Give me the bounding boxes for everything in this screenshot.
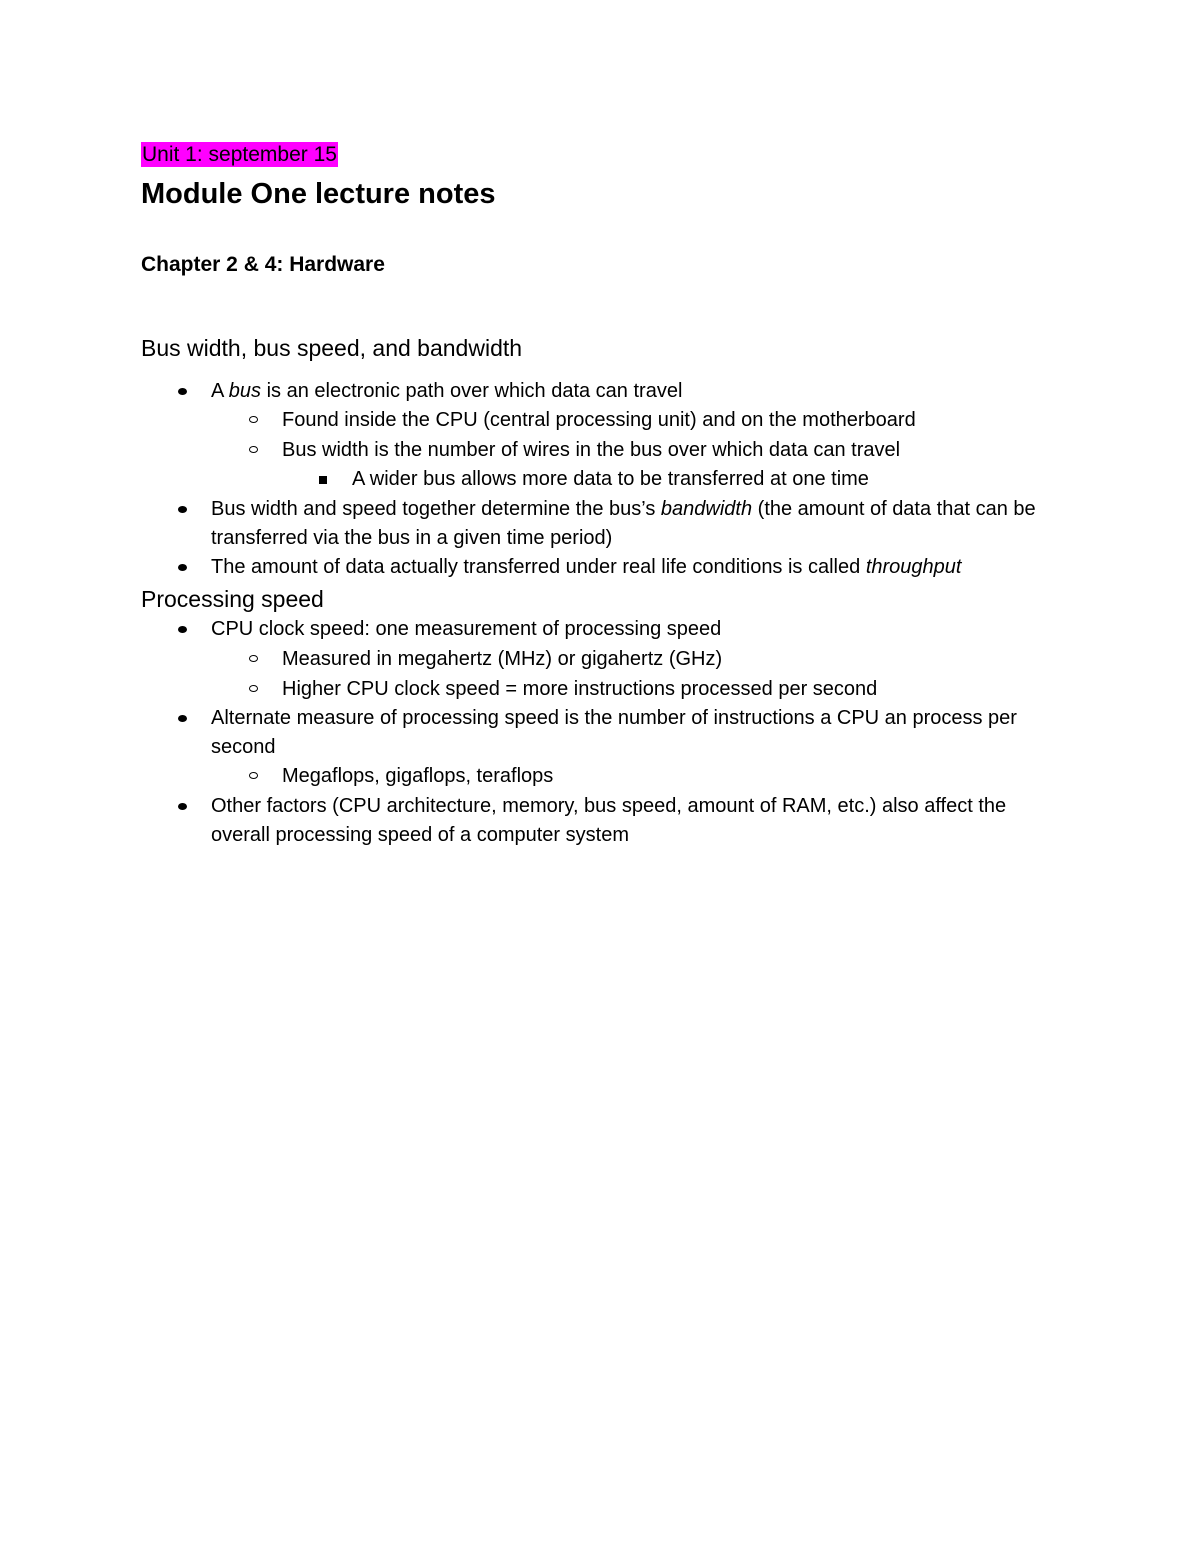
list-item-text: Bus width is the number of wires in the bus over which data can travel (282, 439, 901, 461)
list-item (282, 762, 1062, 791)
list-item (211, 792, 1061, 850)
list-item-text: Found inside the CPU (central processing unit) and on the motherboard (282, 409, 916, 431)
unit-date-label: Unit 1: september 15 (142, 143, 337, 166)
section-heading-bus: Bus width, bus speed, and bandwidth (141, 335, 523, 361)
list-item-text: CPU clock speed: one measurement of processing speed (211, 618, 722, 640)
bullet-disc-icon (178, 564, 187, 571)
bullet-circle-icon (249, 685, 258, 692)
bullet-circle-icon (249, 446, 258, 453)
list-item-text: (the amount of data that can be transferred via the bus in a given time period) (211, 498, 1036, 549)
list-item-text: Bus width and speed together determine the bus’s (211, 498, 661, 520)
list-item (282, 436, 1062, 465)
bullet-circle-icon (249, 416, 258, 423)
term-bandwidth: bandwidth (660, 498, 753, 520)
list-item-text: Megaflops, gigaflops, teraflops (282, 765, 554, 787)
list-item-text: The amount of data actually transferred under real life conditions is called (211, 556, 866, 578)
list-item (211, 377, 1061, 406)
list-item-text: Other factors (CPU architecture, memory, bus speed, amount of RAM, etc.) also affect the overall processing speed of a computer system (211, 795, 1007, 846)
list-item (282, 645, 1062, 674)
list-item-text: is an electronic path over which data can travel (261, 380, 683, 402)
bullet-circle-icon (249, 772, 258, 779)
section-heading-processing: Processing speed (141, 586, 324, 612)
bullet-circle-icon (249, 655, 258, 662)
list-item (282, 406, 1062, 435)
bullet-disc-icon (178, 626, 187, 633)
list-item (211, 704, 1061, 762)
term-bus: bus (228, 380, 262, 402)
list-item-text: Measured in megahertz (MHz) or gigahertz (GHz) (282, 648, 723, 670)
document-title: Module One lecture notes (141, 178, 496, 210)
list-item (211, 553, 1061, 582)
list-item-text: Higher CPU clock speed = more instructions processed per second (282, 678, 878, 700)
list-item (282, 675, 1062, 704)
bullet-disc-icon (178, 506, 187, 513)
bullet-disc-icon (178, 803, 187, 810)
bullet-square-icon (319, 476, 327, 484)
term-throughput: throughput (865, 556, 962, 578)
list-item-text: A (211, 380, 229, 402)
list-item-text: A wider bus allows more data to be transferred at one time (352, 468, 869, 490)
bullet-disc-icon (178, 715, 187, 722)
bullet-disc-icon (178, 388, 187, 395)
chapter-heading: Chapter 2 & 4: Hardware (141, 253, 385, 276)
list-item (352, 465, 1052, 494)
list-item (211, 495, 1061, 553)
list-item-text: Alternate measure of processing speed is the number of instructions a CPU an process per second (211, 707, 1017, 758)
list-item (211, 615, 1061, 644)
